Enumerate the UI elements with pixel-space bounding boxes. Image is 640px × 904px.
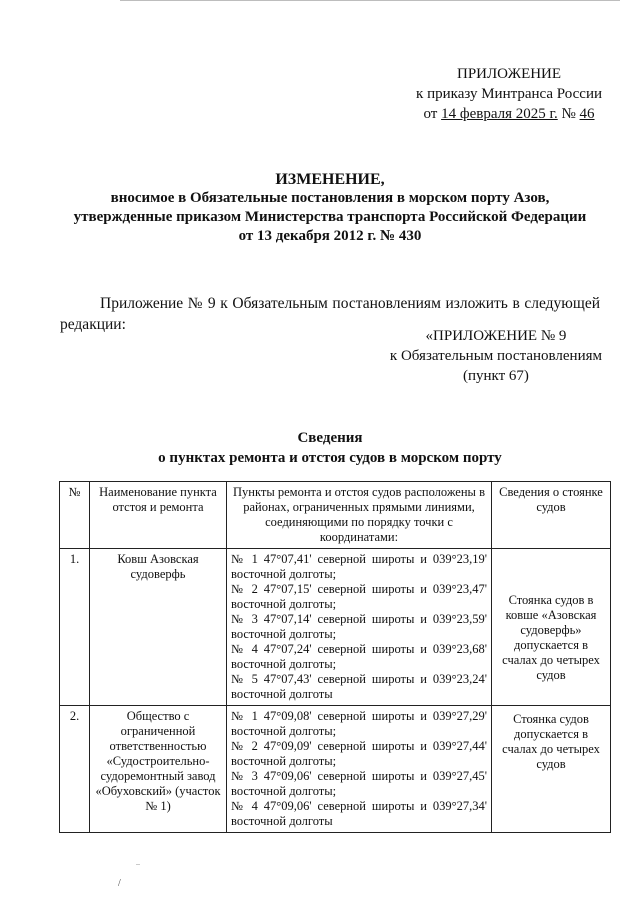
repair-points-table (59, 481, 611, 833)
header-points: Пункты ремонта и отстоя судов расположены в районах, ограниченных прямыми линиями, соединяющими по порядку точки с координатами: (227, 482, 492, 549)
scan-mark: .. (136, 858, 140, 867)
point-item: № 2 47°07,15' северной широты и 039°23,47' восточной долготы; (231, 582, 487, 611)
appendix9-block (390, 326, 602, 386)
appendix9-title: «ПРИЛОЖЕНИЕ № 9 (425, 328, 567, 344)
table-heading-line-2: о пунктах ремонта и отстоя судов в морском порту (158, 450, 502, 466)
table-heading (60, 428, 600, 468)
title-line-1: ИЗМЕНЕНИЕ, (275, 171, 385, 188)
appendix-block (416, 64, 602, 124)
appendix-date-prefix: от (423, 106, 442, 122)
appendix-order-ref: к приказу Минтранса России (416, 86, 602, 102)
row-info: Стоянка судов в ковше «Азовская судоверфь» допускается в счалах до четырех судов (492, 549, 611, 706)
appendix9-point: (пункт 67) (462, 368, 529, 384)
table-heading-line-1: Сведения (297, 430, 363, 446)
point-item: № 2 47°09,09' северной широты и 039°27,44' восточной долготы; (231, 739, 487, 768)
top-border-line (120, 0, 620, 1)
body-paragraph-text: Приложение № 9 к Обязательным постановлениям изложить в следующей редакции: (60, 295, 600, 333)
appendix9-ref: к Обязательным постановлениям (389, 348, 602, 364)
point-item: № 3 47°09,06' северной широты и 039°27,45' восточной долготы; (231, 769, 487, 798)
appendix-num-sign: № (557, 106, 580, 122)
point-item: № 1 47°09,08' северной широты и 039°27,29' восточной долготы; (231, 709, 487, 738)
point-item: № 4 47°09,06' северной широты и 039°27,34' восточной долготы (231, 799, 487, 828)
row-info: Стоянка судов допускается в счалах до четырех судов (492, 706, 611, 833)
point-item: № 3 47°07,14' северной широты и 039°23,59' восточной долготы; (231, 612, 487, 641)
point-item: № 4 47°07,24' северной широты и 039°23,68' восточной долготы; (231, 642, 487, 671)
scan-mark: / (118, 878, 121, 889)
point-item: № 1 47°07,41' северной широты и 039°23,19' восточной долготы; (231, 552, 487, 581)
table-row (60, 706, 611, 833)
table-row (60, 549, 611, 706)
appendix-date: 14 февраля 2025 г. (441, 106, 558, 122)
row-points (227, 549, 492, 706)
table-header-row (60, 482, 611, 549)
document-title (60, 170, 600, 246)
header-name: Наименование пункта отстоя и ремонта (90, 482, 227, 549)
row-num: 2. (60, 706, 90, 833)
appendix-date-line (416, 104, 602, 124)
row-name: Общество с ограниченной ответственностью «Судостроительно-судоремонтный завод «Обуховский» (участок № 1) (90, 706, 227, 833)
point-item: № 5 47°07,43' северной широты и 039°23,24' восточной долготы (231, 672, 487, 701)
appendix-title: ПРИЛОЖЕНИЕ (456, 66, 562, 82)
header-num: № (60, 482, 90, 549)
row-num: 1. (60, 549, 90, 706)
row-points (227, 706, 492, 833)
title-line-3: утвержденные приказом Министерства транспорта Российской Федерации (73, 209, 587, 225)
row-name: Ковш Азовская судоверфь (90, 549, 227, 706)
header-info: Сведения о стоянке судов (492, 482, 611, 549)
appendix-number: 46 (579, 106, 595, 122)
title-line-2: вносимое в Обязательные постановления в морском порту Азов, (110, 190, 550, 206)
title-line-4: от 13 декабря 2012 г. № 430 (238, 228, 422, 244)
